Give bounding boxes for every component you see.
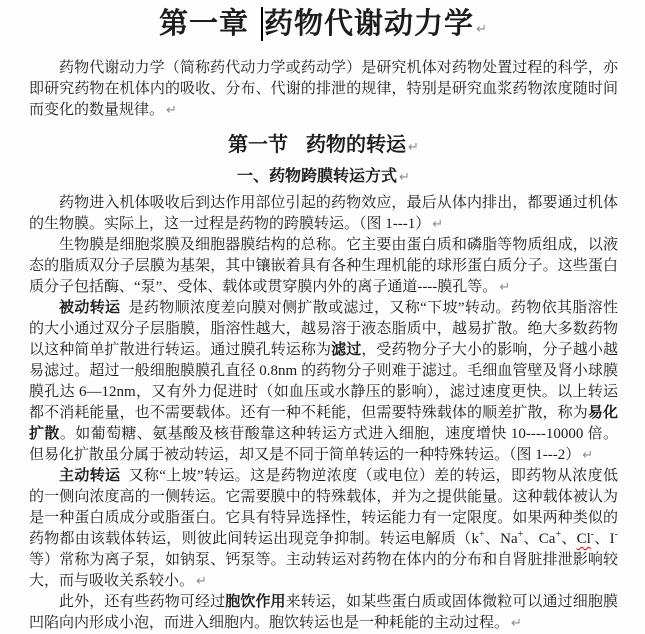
paragraph bbox=[29, 592, 618, 634]
text-run: - bbox=[590, 529, 595, 540]
text-run: + bbox=[478, 529, 485, 540]
text-cursor bbox=[261, 7, 263, 41]
subsection-title bbox=[29, 166, 618, 189]
text-run: 胞饮作用 bbox=[225, 594, 286, 610]
paragraph bbox=[29, 193, 618, 235]
chapter-number: 第一章 bbox=[159, 8, 250, 40]
text-run: + bbox=[517, 529, 524, 540]
paragraph bbox=[29, 298, 618, 466]
paragraph-mark-icon: ↵ bbox=[166, 103, 177, 118]
paragraph-mark-icon: ↵ bbox=[499, 280, 511, 295]
paragraph-mark-icon: ↵ bbox=[511, 616, 522, 631]
text-run: ，受药物分子大小的影响，分子越小越易滤过。超过一般细胞膜膜孔直径 0.8nm 的药物分子则难于滤过。毛细血管壁及肾小球膜膜孔达 6—12nm，又有外力促进时（如血压或水静压的影响），滤过速度更快。以上转运都不消耗能量，也不需要载体。还有一种不耗能，但需要特殊载体的顺差扩散，称为 bbox=[29, 342, 618, 421]
paragraph-mark-icon: ↵ bbox=[399, 170, 410, 185]
text-run: 药物代谢动力学（简称药代动力学或药动学）是研究机体对药物处置过程的科学，亦即研究药物在机体内的吸收、分布、代谢的排泄的规律，特别是研究血浆药物浓度随时间而变化的数量规律。 bbox=[29, 60, 618, 118]
text-run: 来转运，如某些蛋白质或固体微粒可以通过细胞膜凹陷向内形成小泡，而进入细胞内。胞饮转运也是一种耗能的主动过程。 bbox=[29, 594, 618, 631]
text-run: 滤过 bbox=[331, 342, 362, 358]
text-run: 易化扩散 bbox=[29, 405, 618, 442]
paragraph bbox=[29, 235, 618, 298]
text-run: - bbox=[614, 529, 618, 540]
text-run: 又称“上坡”转运。这是药物逆浓度（或电位）差的转运，即药物从浓度低的一侧向浓度高的一侧转运。它需要膜中的特殊载体，并为之提供能量。这种载体被认为是一种蛋白质成分或脂蛋白。它具有特异选择性，转运能力有一定限度。如果两种类似的药物都由该载体转运，则彼此间转运出现竞争抑制。转运电解质（k bbox=[29, 468, 618, 547]
text-run: 等）常称为离子泵，如钠泵、钙泵等。主动转运对药物在体内的分布和自肾脏排泄影响较大，而与吸收关系较小。 bbox=[29, 552, 618, 589]
text-run: 。如葡萄糖、氨基酸及核苷酸靠这种转运方式进入细胞，速度增快 10----10000 倍。但易化扩散虽分属于被动转运，却又是不同于简单转运的一种特殊转运。（图 1---2） bbox=[29, 426, 618, 463]
paragraph-mark-icon: ↵ bbox=[408, 140, 419, 155]
text-run: 、Ca bbox=[523, 531, 556, 547]
text-run: 、I bbox=[594, 531, 615, 547]
text-run: 药物进入机体吸收后到达作用部位引起的药物效应，最后从体内排出，都要通过机体的生物膜。实际上，这一过程是药物的跨膜转运。（图 1---1） bbox=[29, 195, 618, 232]
subsection-label: 一、药物跨膜转运方式 bbox=[237, 168, 398, 185]
chapter-name: 药物代谢动力学 bbox=[264, 8, 475, 40]
text-run: Cl bbox=[576, 531, 591, 547]
text-run: 、Na bbox=[484, 531, 518, 547]
paragraph-mark-icon: ↵ bbox=[432, 217, 444, 232]
text-run: + bbox=[555, 529, 562, 540]
section-title bbox=[29, 131, 618, 162]
text-run: 主动转运 bbox=[59, 468, 121, 484]
chapter-title bbox=[29, 4, 618, 50]
text-run: 、 bbox=[561, 531, 577, 547]
section-number: 第一节 bbox=[228, 134, 289, 156]
text-run: 此外，还有些药物可经过 bbox=[59, 594, 226, 610]
paragraph-mark-icon: ↵ bbox=[196, 574, 207, 589]
paragraph-mark-icon: ↵ bbox=[582, 448, 594, 463]
section-name: 药物的转运 bbox=[306, 134, 407, 156]
text-run: 生物膜是细胞浆膜及细胞器膜结构的总称。它主要由蛋白质和磷脂等物质组成，以液态的脂质双分子层膜为基架，其中镶嵌着具有各种生理机能的球形蛋白质分子。这些蛋白质分子包括酶、“泵”、受体、载体或贯穿膜内外的离子通道----膜孔等。 bbox=[29, 237, 618, 295]
text-run: 是药物顺浓度差向膜对侧扩散或滤过，又称“下坡”转动。药物依其脂溶性的大小通过双分子层脂膜，脂溶性越大，越易溶于液态脂质中，越易扩散。绝大多数药物以这种简单扩散进行转运。通过膜孔转运称为 bbox=[29, 300, 618, 358]
text-run: 被动转运 bbox=[59, 300, 121, 316]
paragraph-mark-icon: ↵ bbox=[476, 22, 488, 37]
paragraph bbox=[29, 58, 618, 121]
document-paragraphs bbox=[29, 193, 618, 634]
paragraph bbox=[29, 466, 618, 592]
intro-paragraphs bbox=[29, 58, 618, 121]
